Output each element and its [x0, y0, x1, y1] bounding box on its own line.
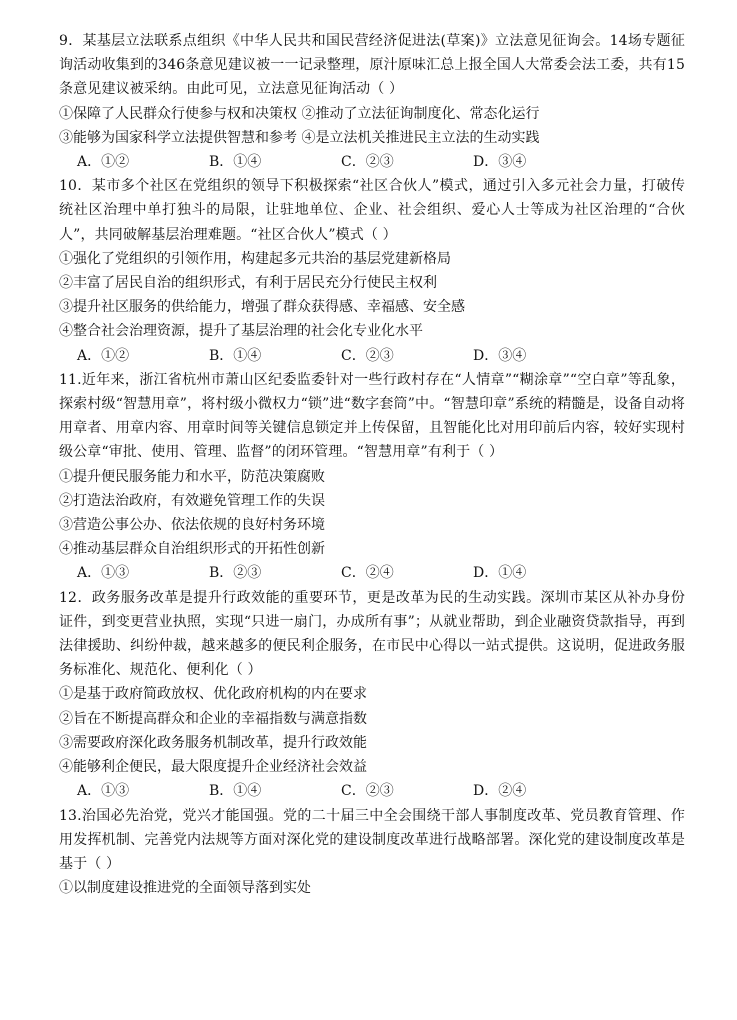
- choice-c[interactable]: C．②④: [341, 565, 394, 582]
- choice-d[interactable]: D．②④: [473, 783, 527, 800]
- choice-b[interactable]: B．②③: [209, 565, 262, 582]
- question-stem: 11.近年来，浙江省杭州市萧山区纪委监委针对一些行政村存在“人情章”“糊涂章”“空白章”等乱象，探索村级“智慧用章”，将村级小微权力“锁”进“数字套筒”中。“智慧印章”系统的精髓是，设备自动将用章者、用章内容、用章时间等关键信息锁定并上传保留，且智能化比对用印前后内容，较好实现村级公章“审批、使用、管理、监督”的闭环管理。“智慧用章”有利于（ ）: [59, 371, 685, 461]
- question-stem: 9．某基层立法联系点组织《中华人民共和国民营经济促进法(草案)》立法意见征询会。14场专题征询活动收集到的346条意见建议被一一记录整理，原汁原味汇总上报全国人大常委会法工委，共有15条意见建议被采纳。由此可见，立法意见征询活动（ ）: [59, 33, 685, 98]
- choice-a[interactable]: A．①③: [77, 783, 130, 800]
- choice-c[interactable]: C．②③: [341, 347, 394, 364]
- choice-d[interactable]: D．③④: [473, 347, 527, 364]
- option-line: ②丰富了居民自治的组织形式，有利于居民充分行使民主权利: [59, 275, 437, 292]
- option-line: ③需要政府深化政务服务机制改革，提升行政效能: [59, 734, 367, 751]
- choice-d[interactable]: D．③④: [473, 154, 527, 171]
- option-line: ①强化了党组织的引领作用，构建起多元共治的基层党建新格局: [59, 250, 451, 267]
- option-line: ④推动基层群众自治组织形式的开拓性创新: [59, 541, 325, 558]
- choice-b[interactable]: B．①④: [209, 154, 262, 171]
- choice-a[interactable]: A．①②: [77, 154, 130, 171]
- choice-a[interactable]: A．①②: [77, 347, 130, 364]
- choice-c[interactable]: C．②③: [341, 783, 394, 800]
- question-stem: 12．政务服务改革是提升行政效能的重要环节，更是改革为民的生动实践。深圳市某区从补办身份证件，到变更营业执照，实现“只进一扇门，办成所有事”；从就业帮助，到企业融资贷款指导，再到法律援助、纠纷仲裁，越来越多的便民利企服务，在市民中心得以一站式提供。这说明，促进政务服务标准化、规范化、便利化（ ）: [59, 589, 685, 679]
- question-stem: 13.治国必先治党，党兴才能国强。党的二十届三中全会围绕干部人事制度改革、党员教育管理、作用发挥机制、完善党内法规等方面对深化党的建设制度改革进行战略部署。深化党的建设制度改革是基于（ ）: [59, 807, 685, 872]
- option-line: ④能够利企便民，最大限度提升企业经济社会效益: [59, 759, 367, 776]
- option-line: ③提升社区服务的供给能力，增强了群众获得感、幸福感、安全感: [59, 299, 465, 316]
- answer-choices: [59, 150, 685, 174]
- choice-b[interactable]: B．①④: [209, 783, 262, 800]
- option-line: ①提升便民服务能力和水平，防范决策腐败: [59, 468, 325, 485]
- question-12: [59, 586, 685, 804]
- choice-a[interactable]: A．①③: [77, 565, 130, 582]
- option-line: ②旨在不断提高群众和企业的幸福指数与满意指数: [59, 710, 367, 727]
- option-line: ④整合社会治理资源，提升了基层治理的社会化专业化水平: [59, 323, 423, 340]
- answer-choices: [59, 561, 685, 585]
- exam-page: [59, 29, 685, 900]
- answer-choices: [59, 779, 685, 803]
- choice-d[interactable]: D．①④: [473, 565, 527, 582]
- option-line: ①是基于政府简政放权、优化政府机构的内在要求: [59, 686, 367, 703]
- choice-c[interactable]: C．②③: [341, 154, 394, 171]
- option-line: ③能够为国家科学立法提供智慧和参考 ④是立法机关推进民主立法的生动实践: [59, 129, 540, 146]
- option-line: ①保障了人民群众行使参与权和决策权 ②推动了立法征询制度化、常态化运行: [59, 105, 540, 122]
- option-line: ①以制度建设推进党的全面领导落到实处: [59, 880, 311, 897]
- question-11: [59, 368, 685, 586]
- choice-b[interactable]: B．①④: [209, 347, 262, 364]
- option-line: ②打造法治政府，有效避免管理工作的失误: [59, 492, 325, 509]
- question-13: [59, 804, 685, 901]
- question-9: [59, 29, 685, 174]
- question-stem: 10．某市多个社区在党组织的领导下积极探索“社区合伙人”模式，通过引入多元社会力量，打破传统社区治理中单打独斗的局限，让驻地单位、企业、社会组织、爱心人士等成为社区治理的“合伙人”，共同破解基层治理难题。“社区合伙人”模式（ ）: [59, 178, 685, 243]
- answer-choices: [59, 344, 685, 368]
- question-10: [59, 174, 685, 368]
- option-line: ③营造公事公办、依法依规的良好村务环境: [59, 517, 325, 534]
